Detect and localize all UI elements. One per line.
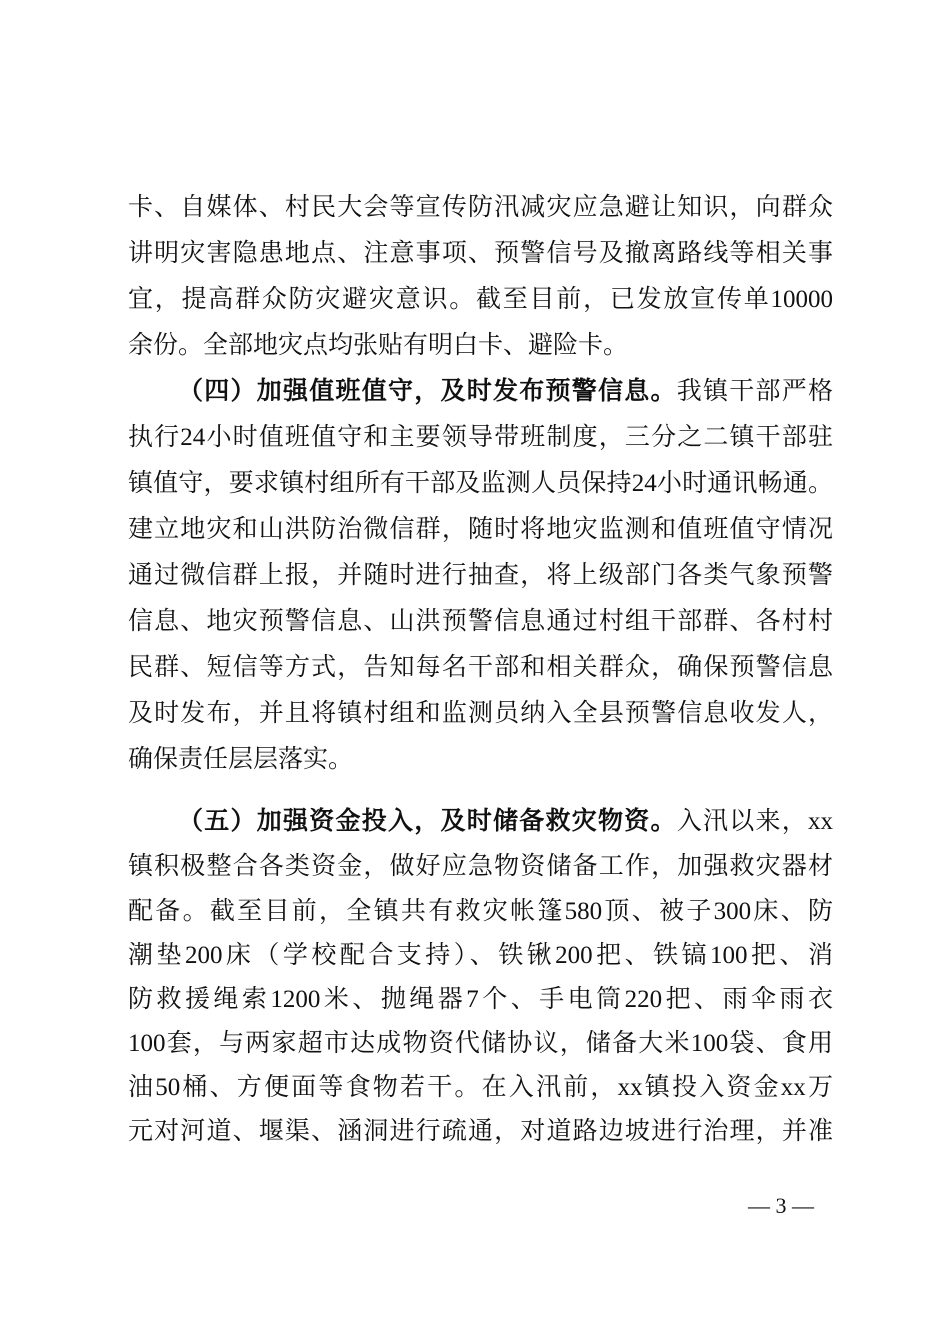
section-heading: （五）加强资金投入，及时储备救灾物资。 [178,808,677,835]
text-line: 及时发布，并且将镇村组和监测员纳入全县预警信息收发人， [128,700,833,727]
text-line: 通过微信群上报，并随时进行抽查，将上级部门各类气象预警 [128,562,833,589]
text-line: 油50桶、方便面等食物若干。在入汛前，xx镇投入资金xx万 [128,1074,833,1101]
section-heading-line [178,802,833,842]
text-line: 讲明灾害隐患地点、注意事项、预警信号及撤离路线等相关事 [128,240,833,267]
text-line: 防救援绳索1200米、抛绳器7个、手电筒220把、雨伞雨衣 [128,986,833,1013]
text-span: 入汛以来，xx [676,808,833,835]
text-line: 宜，提高群众防灾避灾意识。截至目前，已发放宣传单10000 [128,286,833,313]
text-line: 元对河道、堰渠、涵洞进行疏通，对道路边坡进行治理，并准 [128,1118,833,1145]
text-line: 余份。全部地灾点均张贴有明白卡、避险卡。 [128,332,629,359]
text-line: 确保责任层层落实。 [128,746,354,773]
section-heading: （四）加强值班值守，及时发布预警信息。 [178,378,677,405]
text-line: 卡、自媒体、村民大会等宣传防汛减灾应急避让知识，向群众 [128,194,833,221]
text-line: 镇值守，要求镇村组所有干部及监测人员保持24小时通讯畅通。 [128,470,833,497]
page-number: — 3 — [748,1193,814,1218]
text-line: 镇积极整合各类资金，做好应急物资储备工作，加强救灾器材 [128,853,833,880]
text-line: 民群、短信等方式，告知每名干部和相关群众，确保预警信息 [128,654,833,681]
text-line: 建立地灾和山洪防治微信群，随时将地灾监测和值班值守情况 [128,516,833,543]
text-line: 潮垫200床（学校配合支持）、铁锹200把、铁镐100把、消 [128,942,833,969]
text-line: 执行24小时值班值守和主要领导带班制度，三分之二镇干部驻 [128,424,833,451]
text-line: 信息、地灾预警信息、山洪预警信息通过村组干部群、各村村 [128,608,833,635]
text-span: 我镇干部严格 [676,378,833,405]
text-line: 配备。截至目前，全镇共有救灾帐篷580顶、被子300床、防 [128,898,833,925]
text-line: 100套，与两家超市达成物资代储协议，储备大米100袋、食用 [128,1030,833,1057]
section-heading-line [178,372,833,412]
